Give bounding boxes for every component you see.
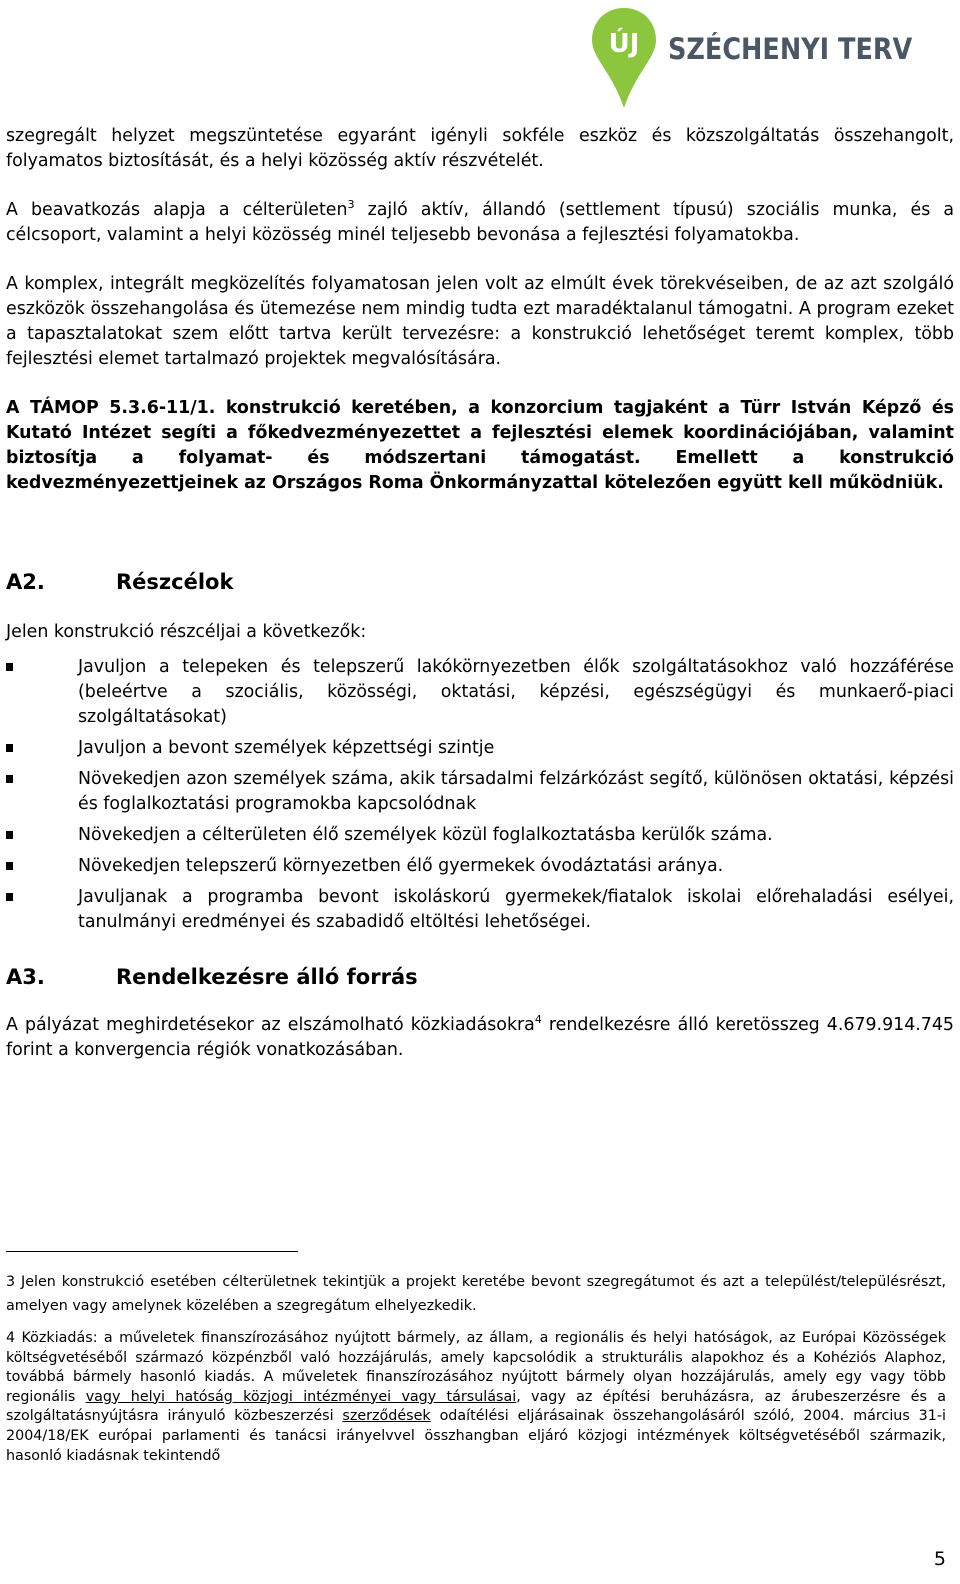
available-funds-text: A pályázat meghirdetésekor az elszámolható közkiadásokra (6, 1015, 535, 1035)
footnote-4-text: Közkiadás: a műveletek finanszírozásához nyújtott bármely, az állam, a regionális és helyi hatóságok, az Európai Közösségek költségvetéséből származó közpénzből való hozzájárulás, amely kapcsolódik a strukturális alapokhoz és a Kohéziós Alaphoz, továbbá bármely hasonló kiadás. A műveletek finanszírozásához nyújtott bármely olyan hozzájárulás, amely egy vagy több regionális (6, 1330, 946, 1405)
paragraph-intervention-text-cont: zajló aktív, állandó (settlement típusú) szociális munka, és a célcsoport, valamint a helyi közösség minél teljesebb bevonása a fejlesztési folyamatokba. (6, 200, 954, 245)
subgoals-intro: Jelen konstrukció részcéljai a következők: (6, 622, 367, 642)
list-item (6, 767, 954, 817)
footnote-ref-4: 4 (534, 1013, 542, 1026)
footnote-ref-3: 3 (347, 198, 355, 211)
list-item-text: Javuljon a bevont személyek képzettségi szintje (78, 738, 495, 758)
page-number: 5 (933, 1548, 946, 1570)
szechenyi-terv-logo (590, 6, 930, 110)
document-body (6, 124, 954, 1063)
bullet-square-icon (6, 775, 13, 783)
footnotes (6, 1270, 946, 1466)
paragraph-intervention (6, 198, 954, 248)
bullet-square-icon (6, 831, 13, 839)
logo-pin-text: ÚJ (608, 29, 640, 59)
available-funds-text-cont: rendelkezésre álló keretösszeg 4.679.914.745 forint a konvergencia régiók vonatkozásában. (6, 1015, 954, 1060)
section-number-a3: A3. (6, 965, 45, 989)
list-item (6, 885, 954, 935)
list-item (6, 736, 954, 761)
list-item (6, 823, 954, 848)
footnote-4-mark: 4 (6, 1330, 16, 1346)
list-item-text: Növekedjen azon személyek száma, akik társadalmi felzárkózást segítő, különösen oktatási, képzési és foglalkoztatási programokba kapcsolódnak (78, 769, 954, 814)
list-item-text: Javuljon a telepeken és telepszerű lakókörnyezetben élők szolgáltatásokhoz való hozzáférése (beleértve a szociális, közösségi, oktatási, képzési, egészségügyi és munkaerő-piaci szolgáltatásokat) (78, 657, 954, 727)
bullet-square-icon (6, 663, 13, 671)
subgoals-list (6, 655, 954, 935)
footnote-3: 3 Jelen konstrukció esetében célterületnek tekintjük a projekt keretébe bevont szegregátumot és azt a települést/településrészt, amelyen vagy amelynek közelében a szegregátum elhelyezkedik. (6, 1274, 946, 1314)
section-title-a3: Rendelkezésre álló forrás (116, 965, 418, 989)
section-number-a2: A2. (6, 570, 45, 594)
list-item (6, 854, 954, 879)
list-item-text: Növekedjen telepszerű környezetben élő gyermekek óvodáztatási aránya. (78, 856, 724, 876)
paragraph-tamop: A TÁMOP 5.3.6-11/1. konstrukció keretében, a konzorcium tagjaként a Türr István Képző és Kutató Intézet segíti a főkedvezményezettet a fejlesztési elemek koordinációjában, valamint biztosítja a folyamat- és módszertani támogatást. Emellett a konstrukció kedvezményezettjeinek az Országos Roma Önkormányzattal kötelezően együtt kell működniük. (6, 398, 954, 493)
list-item-text: Növekedjen a célterületen élő személyek közül foglalkoztatásba kerülők száma. (78, 825, 773, 845)
bullet-square-icon (6, 862, 13, 870)
paragraph-intro: szegregált helyzet megszüntetése egyaránt igényli sokféle eszköz és közszolgáltatás összehangolt, folyamatos biztosítását, és a helyi közösség aktív részvételét. (6, 126, 954, 171)
section-heading-a2 (6, 568, 954, 596)
footnote-separator (6, 1251, 298, 1252)
paragraph-intervention-text: A beavatkozás alapja a célterületen (6, 200, 348, 220)
logo-brand-text: SZÉCHENYI TERV (668, 32, 913, 66)
footnote-4-text-end: odaítélési eljárásainak összehangolásáról szóló, 2004. március 31-i 2004/18/EK európai parlamenti és tanácsi irányelvvel összhangban eljáró közjogi intézmények költségvetéséből származik, hasonló kiadásnak tekintendő (6, 1408, 946, 1464)
footnote-4 (6, 1329, 946, 1466)
footnote-4-underlined-2: szerződések (342, 1408, 431, 1425)
location-pin-icon (590, 6, 658, 110)
bullet-square-icon (6, 744, 13, 752)
section-heading-a3 (6, 963, 954, 991)
footnote-4-text-cont: , vagy az építési beruházásra, az árubeszerzésre és a szolgáltatásnyújtásra irányuló közbeszerzési (6, 1388, 946, 1425)
section-title-a2: Részcélok (116, 570, 234, 594)
paragraph-complex-approach: A komplex, integrált megközelítés folyamatosan jelen volt az elmúlt évek törekvéseiben, de az azt szolgáló eszközök összehangolása és ütemezése nem mindig tudta ezt maradéktalanul támogatni. A program ezeket a tapasztalatokat szem előtt tartva került tervezésre: a konstrukció lehetőséget teremt komplex, több fejlesztési elemet tartalmazó projektek megvalósítására. (6, 274, 954, 369)
list-item (6, 655, 954, 730)
list-item-text: Javuljanak a programba bevont iskoláskorú gyermekek/fiatalok iskolai előrehaladási esélyei, tanulmányi eredményei és szabadidő eltöltési lehetőségei. (78, 887, 954, 932)
paragraph-available-funds (6, 1013, 954, 1063)
bullet-square-icon (6, 893, 13, 901)
footnote-4-underlined: vagy helyi hatóság közjogi intézményei vagy társulásai (85, 1388, 517, 1405)
